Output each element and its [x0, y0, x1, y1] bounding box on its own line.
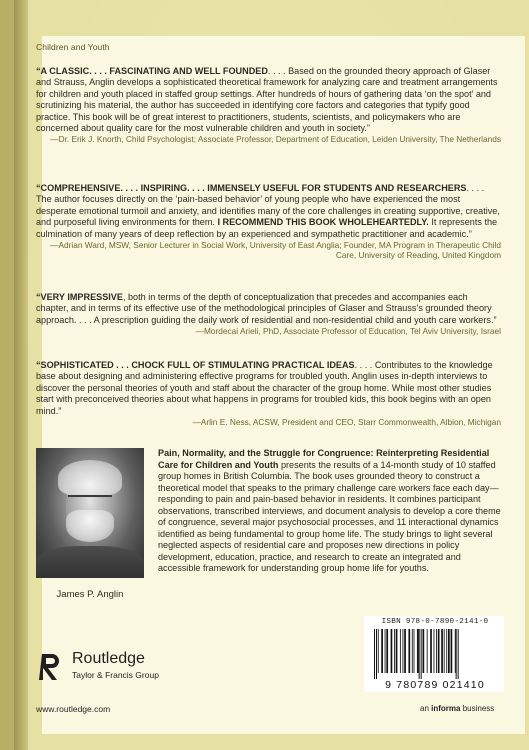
book-description-text: presents the results of a 14-month study of 10 staffed group homes in British Columbia. The book uses grounded theory to construct a theoretical model that speaks to the primary challenge care workers face each day—responding to pain and pain-based behavior in residents. It combines participant observations, transcribed interviews, and document analysis to develop a core theme of congruence, several major psychosocial processes, and 11 interactional dynamics identified as being fundamental to group home life. The study brings to light several neglected aspects of residential care and proposes new directions in policy development, education, practice, and research to create an integrated and accessible framework for understanding group home life for youths. [158, 459, 501, 573]
barcode-guard-bar [419, 629, 420, 679]
informa-prefix: an [420, 704, 429, 713]
review-text-continued: It represents the culmination of many years of deep reflection by an experienced and sympathetic practitioner and academic.” [36, 217, 498, 239]
barcode-bar [414, 629, 415, 673]
barcode-bar [394, 629, 395, 673]
informa-suffix: business [462, 704, 495, 713]
review-text: . . . . Based on the grounded theory approach of Glaser and Strauss, Anglin develops a sophisticated theoretical framework for analyzing care and treatment arrangements for children and youth placed in staffed group settings. After hundreds of hours of gathering data ‘on the spot’ and scrutinizing his material, the author has succeeded in identifying core factors and categories that typify good practice. This book will be of great interest to practitioners, students, scientists, and policymakers who are concerned about quality care for the most vulnerable children and youth in society.” [36, 66, 498, 134]
review-attribution: —Arlin E. Ness, ACSW, President and CEO, Starr Commonwealth, Albion, Michigan [192, 417, 501, 428]
barcode-bar [391, 629, 393, 673]
barcode-bar [434, 629, 435, 673]
informa-business-label [420, 704, 494, 713]
barcode-bar [441, 629, 443, 673]
book-title: Pain, Normality, and the Struggle for Congruence: Reinterpreting Residential Care for Children and Youth [158, 448, 490, 470]
barcode-bar [438, 629, 440, 673]
photo-beard [66, 510, 114, 542]
review-emphasis: I RECOMMEND THIS BOOK WHOLEHEARTEDLY. [217, 217, 429, 228]
routledge-r-logo-icon [36, 650, 64, 684]
review-attribution: —Adrian Ward, MSW, Senior Lecturer in Social Work, University of East Anglia; Founder, MA Program in Therapeutic Child Care, University of Reading, United Kingdom [50, 240, 501, 261]
barcode-bar [451, 629, 453, 673]
photo-glasses [68, 495, 112, 507]
barcode-guard-bar [458, 629, 459, 679]
publisher-url: www.routledge.com [36, 704, 111, 714]
barcode-bar [436, 629, 437, 673]
review-lead: “VERY IMPRESSIVE [36, 292, 123, 302]
barcode-guard-bar [456, 629, 457, 679]
review-lead: “A CLASSIC. . . . FASCINATING AND WELL FOUNDED [36, 66, 268, 76]
barcode-bar [448, 629, 450, 673]
isbn-label: ISBN 978-0-7890-2141-0 [381, 618, 489, 626]
section-label: Children and Youth [36, 42, 110, 52]
review-text: , both in terms of the depth of conceptualization that precedes and accompanies each chapter, and in terms of its effective use of the methodological principles of Glaser and Strauss’s grounded theory approach. . . . A prescription guiding the daily work of residential and non-residential child and youth care workers.” [36, 292, 497, 325]
barcode-bar [444, 629, 445, 673]
review-attribution: —Mordecai Arieli, PhD, Associate Professor of Education, Tel Aviv University, Israel [195, 326, 501, 337]
barcode-bar [430, 629, 432, 673]
barcode-guard-bar [421, 629, 422, 679]
publisher-group: Taylor & Francis Group [72, 670, 159, 680]
barcode-bar [427, 629, 428, 673]
book-description [158, 448, 502, 575]
review-text: . . . . Contributes to the knowledge base about designing and administering effective programs for troubled youth. Anglin uses in-depth interviews to discover the personal theories of youth and staff about the character of the group home. While most other studies start with preconceived theories about what happens in programs for troubled kids, this book begins with an open mind.” [36, 360, 493, 416]
barcode-bar [378, 629, 379, 673]
barcode-guard-bar [376, 629, 377, 679]
author-caption: James P. Anglin [56, 589, 124, 600]
barcode-bar [404, 629, 406, 673]
barcode-bar [403, 629, 404, 673]
publisher-block [36, 648, 236, 698]
review-1 [36, 66, 501, 145]
informa-brand: informa [431, 704, 461, 713]
author-photo [36, 448, 144, 578]
barcode-bar [385, 629, 386, 673]
review-lead: “SOPHISTICATED . . . CHOCK FULL OF STIMULATING PRACTICAL IDEAS [36, 360, 355, 370]
barcode-bar [423, 629, 425, 673]
review-attribution: —Dr. Erik J. Knorth, Child Psychologist; Associate Professor, Department of Education, Leiden University, The Netherlands [50, 134, 501, 145]
review-2 [36, 183, 501, 261]
barcode [372, 629, 500, 679]
barcode-bar [412, 629, 413, 673]
barcode-digits: 9 780789 021410 [385, 679, 485, 691]
spine-edge [14, 0, 28, 750]
photo-hair [58, 460, 122, 496]
barcode-bar [417, 629, 419, 673]
barcode-bar [381, 629, 383, 673]
barcode-bar [446, 629, 447, 673]
barcode-bar [396, 629, 398, 673]
review-3 [36, 292, 501, 337]
review-lead: “COMPREHENSIVE. . . . INSPIRING. . . . IMMENSELY USEFUL FOR STUDENTS AND RESEARCHERS [36, 183, 467, 193]
publisher-name: Routledge [72, 650, 145, 667]
review-text: . . . . The author focuses directly on the ‘pain-based behavior’ of young people who have experienced the most desperate emotional turmoil and anxiety, and identifies many of the core challenges in creating supportive, creative, and purposeful living environments for them. [36, 183, 500, 228]
review-4 [36, 360, 501, 427]
barcode-bar [408, 629, 410, 673]
barcode-guard-bar [374, 629, 375, 679]
barcode-bar [455, 629, 456, 673]
photo-shoulders [36, 546, 144, 578]
barcode-bar [386, 629, 388, 673]
barcode-bar [400, 629, 401, 673]
